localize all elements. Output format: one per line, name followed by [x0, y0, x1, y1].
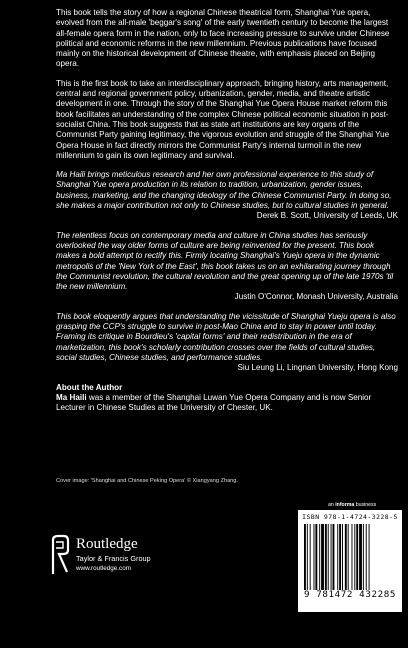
- barcode-bar: [359, 524, 362, 590]
- barcode-bar: [363, 524, 364, 590]
- back-cover-text: [56, 8, 398, 424]
- barcode-bar: [366, 524, 367, 590]
- author-name: Ma Haili: [56, 392, 87, 402]
- barcode-bar: [337, 524, 338, 590]
- endorsement-author-2: Justin O'Connor, Monash University, Australia: [234, 292, 398, 302]
- barcode-bar: [304, 524, 306, 590]
- publisher-group: Taylor & Francis Group: [76, 554, 151, 563]
- informa-suffix: business: [354, 502, 377, 508]
- publisher-logo: [50, 534, 250, 604]
- endorsement-quote-1: Ma Haili brings meticulous research and her own professional experience to this study of Shanghai Yue opera production in its relation to tradition, urbanization, gender issues, business, marketing, and the changing ideology of the Chinese Communist Party. In doing so, she makes a major contribution not only to Chinese studies, but to cultural studies in general.: [56, 170, 392, 211]
- informa-business-tag: [328, 502, 376, 508]
- description-paragraph-1: This book tells the story of how a regional Chinese theatrical form, Shanghai Yue opera, evolved from the all-male 'beggar's song' of the early twentieth century to become the largest all-female opera form in the nation, only to face increasing pressure to survive under Chinese political and economic reforms in the new millennium. Previous publications have focused mainly on the historical development of Chinese theatre, with emphasis placed on Beijing opera.: [56, 8, 390, 69]
- barcode-bar: [352, 524, 353, 590]
- barcode-bar: [348, 524, 349, 590]
- barcode-bar: [315, 524, 317, 590]
- barcode-bar: [325, 524, 327, 590]
- isbn-barcode-block: [298, 510, 402, 612]
- barcode-bar: [310, 524, 311, 590]
- cover-image-credit: Cover image: 'Shanghai and Chinese Peking Opera' © Xiangyang Zhang.: [56, 478, 238, 484]
- endorsement-author-3: Siu Leung Li, Lingnan University, Hong Kong: [237, 363, 398, 373]
- barcode-bar: [333, 524, 335, 590]
- description-paragraph-2: This is the first book to take an interdisciplinary approach, bringing history, arts management, central and regional government policy, urbanization, gender, media, and theatre artistic development in one. Through the story of the Shanghai Yue Opera House market reform this book facilitates an understanding of the complex Chinese political economic situation in post-socialist China. This book suggests that as state art institutions are key organs of the Communist Party gaining legitimacy, the vigorous evolution and struggle of the Shanghai Yue Opera House in fact directly mirrors the Communist Party's internal turmoil in the new millennium to gain its own legitimacy and survival.: [56, 78, 390, 160]
- endorsement-quote-2: The relentless focus on contemporary media and culture in China studies has seriously overlooked the way older forms of culture are being reinvented for the present. This book makes a bold attempt to rectify this. Firmly locating Shanghai's Yueju opera in the dynamic metropolis of the 'New York of the East', this book takes us on an exhilarating journey through the Communist revolution, the cultural revolution and the great opening up of the late 1970s 'til the new millennium.: [56, 230, 394, 292]
- barcode-bar: [354, 524, 355, 590]
- barcode-bar: [345, 524, 347, 590]
- isbn-label: ISBN 978-1-4724-3228-5: [302, 513, 398, 521]
- barcode-bar: [339, 524, 341, 590]
- isbn-digits: 9 781472 432285: [304, 589, 396, 600]
- author-bio-text: was a member of the Shanghai Luwan Yue Opera Company and is now Senior Lecturer in Chinese Studies at the University of Chester, UK.: [56, 392, 372, 413]
- about-author-bio: [56, 393, 398, 414]
- barcode-bar: [369, 524, 370, 590]
- publisher-url: www.routledge.com: [76, 565, 131, 572]
- barcode-bar: [321, 524, 324, 590]
- barcode-bar: [356, 524, 358, 590]
- barcode-bar: [314, 524, 315, 590]
- barcode-bar: [342, 524, 343, 590]
- informa-brand: informa: [335, 502, 355, 508]
- barcode-bar: [319, 524, 320, 590]
- barcode-icon: [304, 524, 396, 590]
- about-author-heading: About the Author: [56, 382, 123, 392]
- barcode-bar: [331, 524, 332, 590]
- barcode-bar: [307, 524, 308, 590]
- endorsement-author-1: Derek B. Scott, University of Leeds, UK: [256, 211, 398, 221]
- informa-prefix: an: [328, 502, 336, 508]
- publisher-name: Routledge: [76, 536, 138, 552]
- routledge-logo-icon: [50, 534, 70, 576]
- barcode-bar: [328, 524, 329, 590]
- endorsement-quote-3: This book eloquently argues that understanding the vicissitude of Shanghai Yueju opera is also grasping the CCP's struggle to survive in post-Mao China and to stay in power until today. Framing its critique in Bourdieu's 'capital forms' and their redistribution in the era of marketization, this book's scholarly contribution crosses over the fields of cultural studies, social studies, Chinese studies, and performance studies.: [56, 311, 396, 362]
